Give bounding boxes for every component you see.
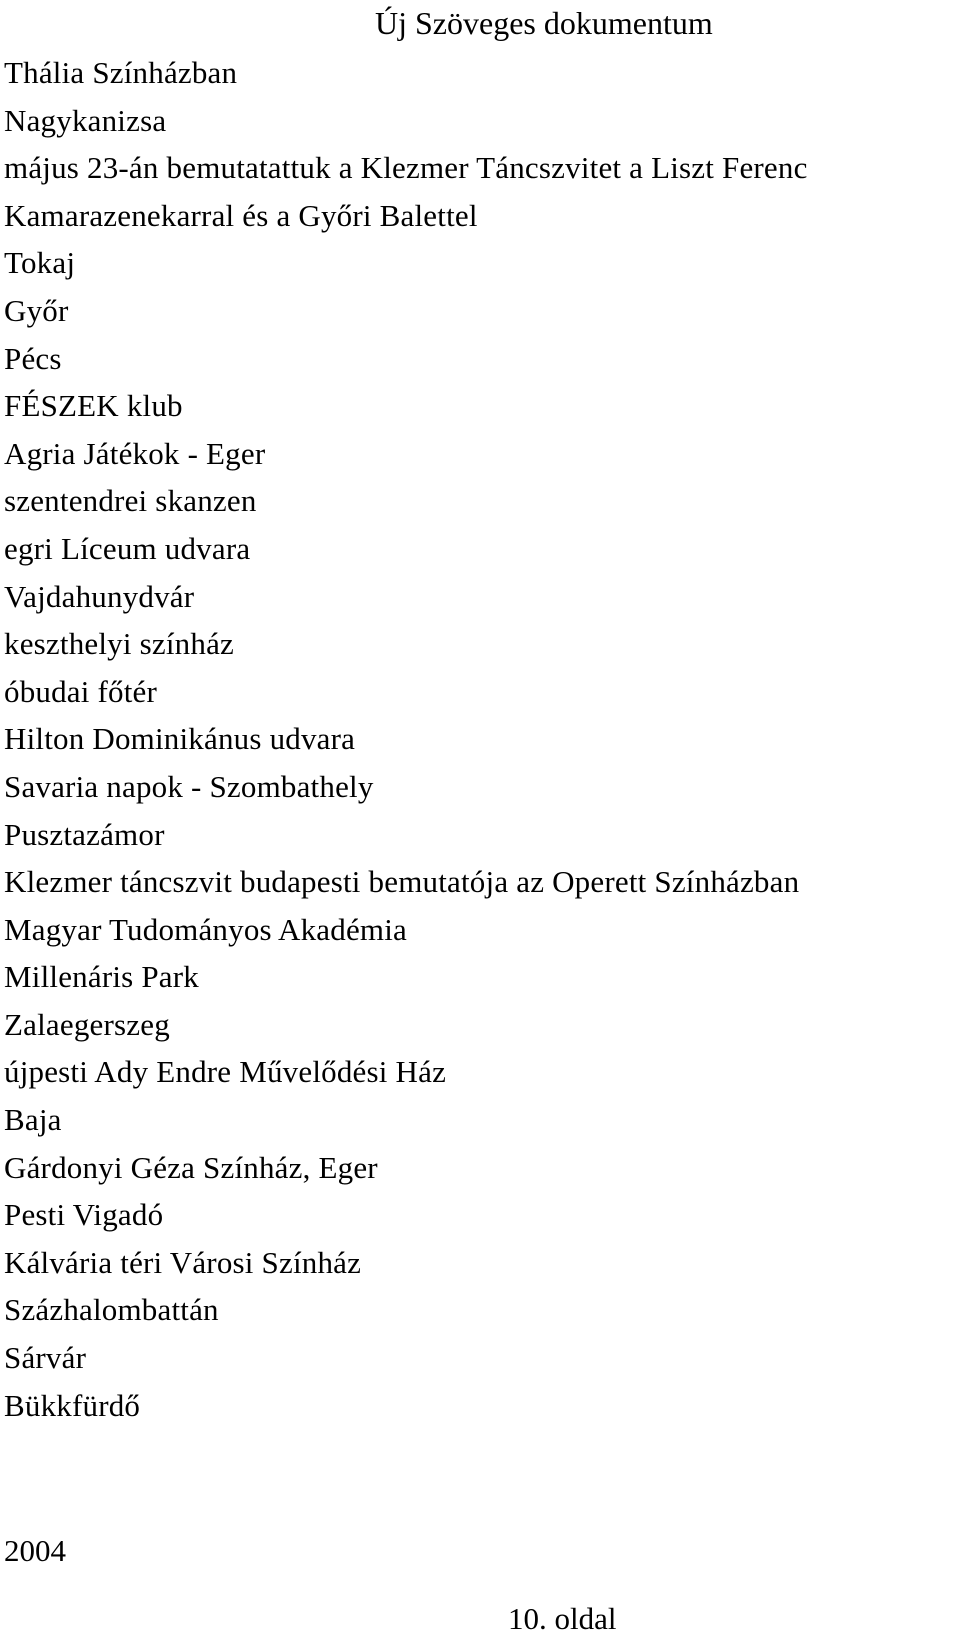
list-item: Gárdonyi Géza Színház, Eger: [4, 1149, 378, 1185]
list-item: Baja: [4, 1102, 62, 1138]
list-item: óbudai főtér: [4, 673, 158, 709]
document-title: Új Szöveges dokumentum: [375, 5, 713, 41]
list-item: Bükkfürdő: [4, 1387, 141, 1423]
list-item: Agria Játékok - Eger: [4, 435, 266, 471]
list-item: Százhalombattán: [4, 1292, 219, 1328]
list-item: Sárvár: [4, 1340, 87, 1376]
list-item: Kálvária téri Városi Színház: [4, 1244, 362, 1280]
list-item: Savaria napok - Szombathely: [4, 768, 374, 804]
list-item: Millenáris Park: [4, 959, 199, 995]
venue-list: [4, 49, 808, 1429]
list-item: Pusztazámor: [4, 816, 165, 852]
list-item: újpesti Ady Endre Művelődési Ház: [4, 1054, 447, 1090]
list-item: Hilton Dominikánus udvara: [4, 721, 356, 757]
list-item: keszthelyi színház: [4, 626, 234, 662]
list-item: Thália Színházban: [4, 55, 238, 90]
list-item: Tokaj: [4, 245, 76, 281]
list-item: Pécs: [4, 340, 62, 376]
list-item: Pesti Vigadó: [4, 1197, 164, 1233]
list-item: Vajdahunydvár: [4, 578, 195, 614]
list-item: Zalaegerszeg: [4, 1006, 170, 1042]
list-item: május 23-án bemutatattuk a Klezmer Táncszvitet a Liszt Ferenc: [4, 150, 808, 186]
list-item: Győr: [4, 292, 69, 328]
page-number: 10. oldal: [508, 1601, 617, 1636]
list-item: Nagykanizsa: [4, 102, 167, 138]
list-item: egri Líceum udvara: [4, 530, 251, 566]
list-item: FÉSZEK klub: [4, 388, 183, 424]
list-item: Kamarazenekarral és a Győri Balettel: [4, 197, 478, 233]
year-label: 2004: [4, 1533, 66, 1568]
list-item: Klezmer táncszvit budapesti bemutatója az Operett Színházban: [4, 864, 800, 900]
list-item: szentendrei skanzen: [4, 483, 257, 519]
list-item: Magyar Tudományos Akadémia: [4, 911, 408, 947]
